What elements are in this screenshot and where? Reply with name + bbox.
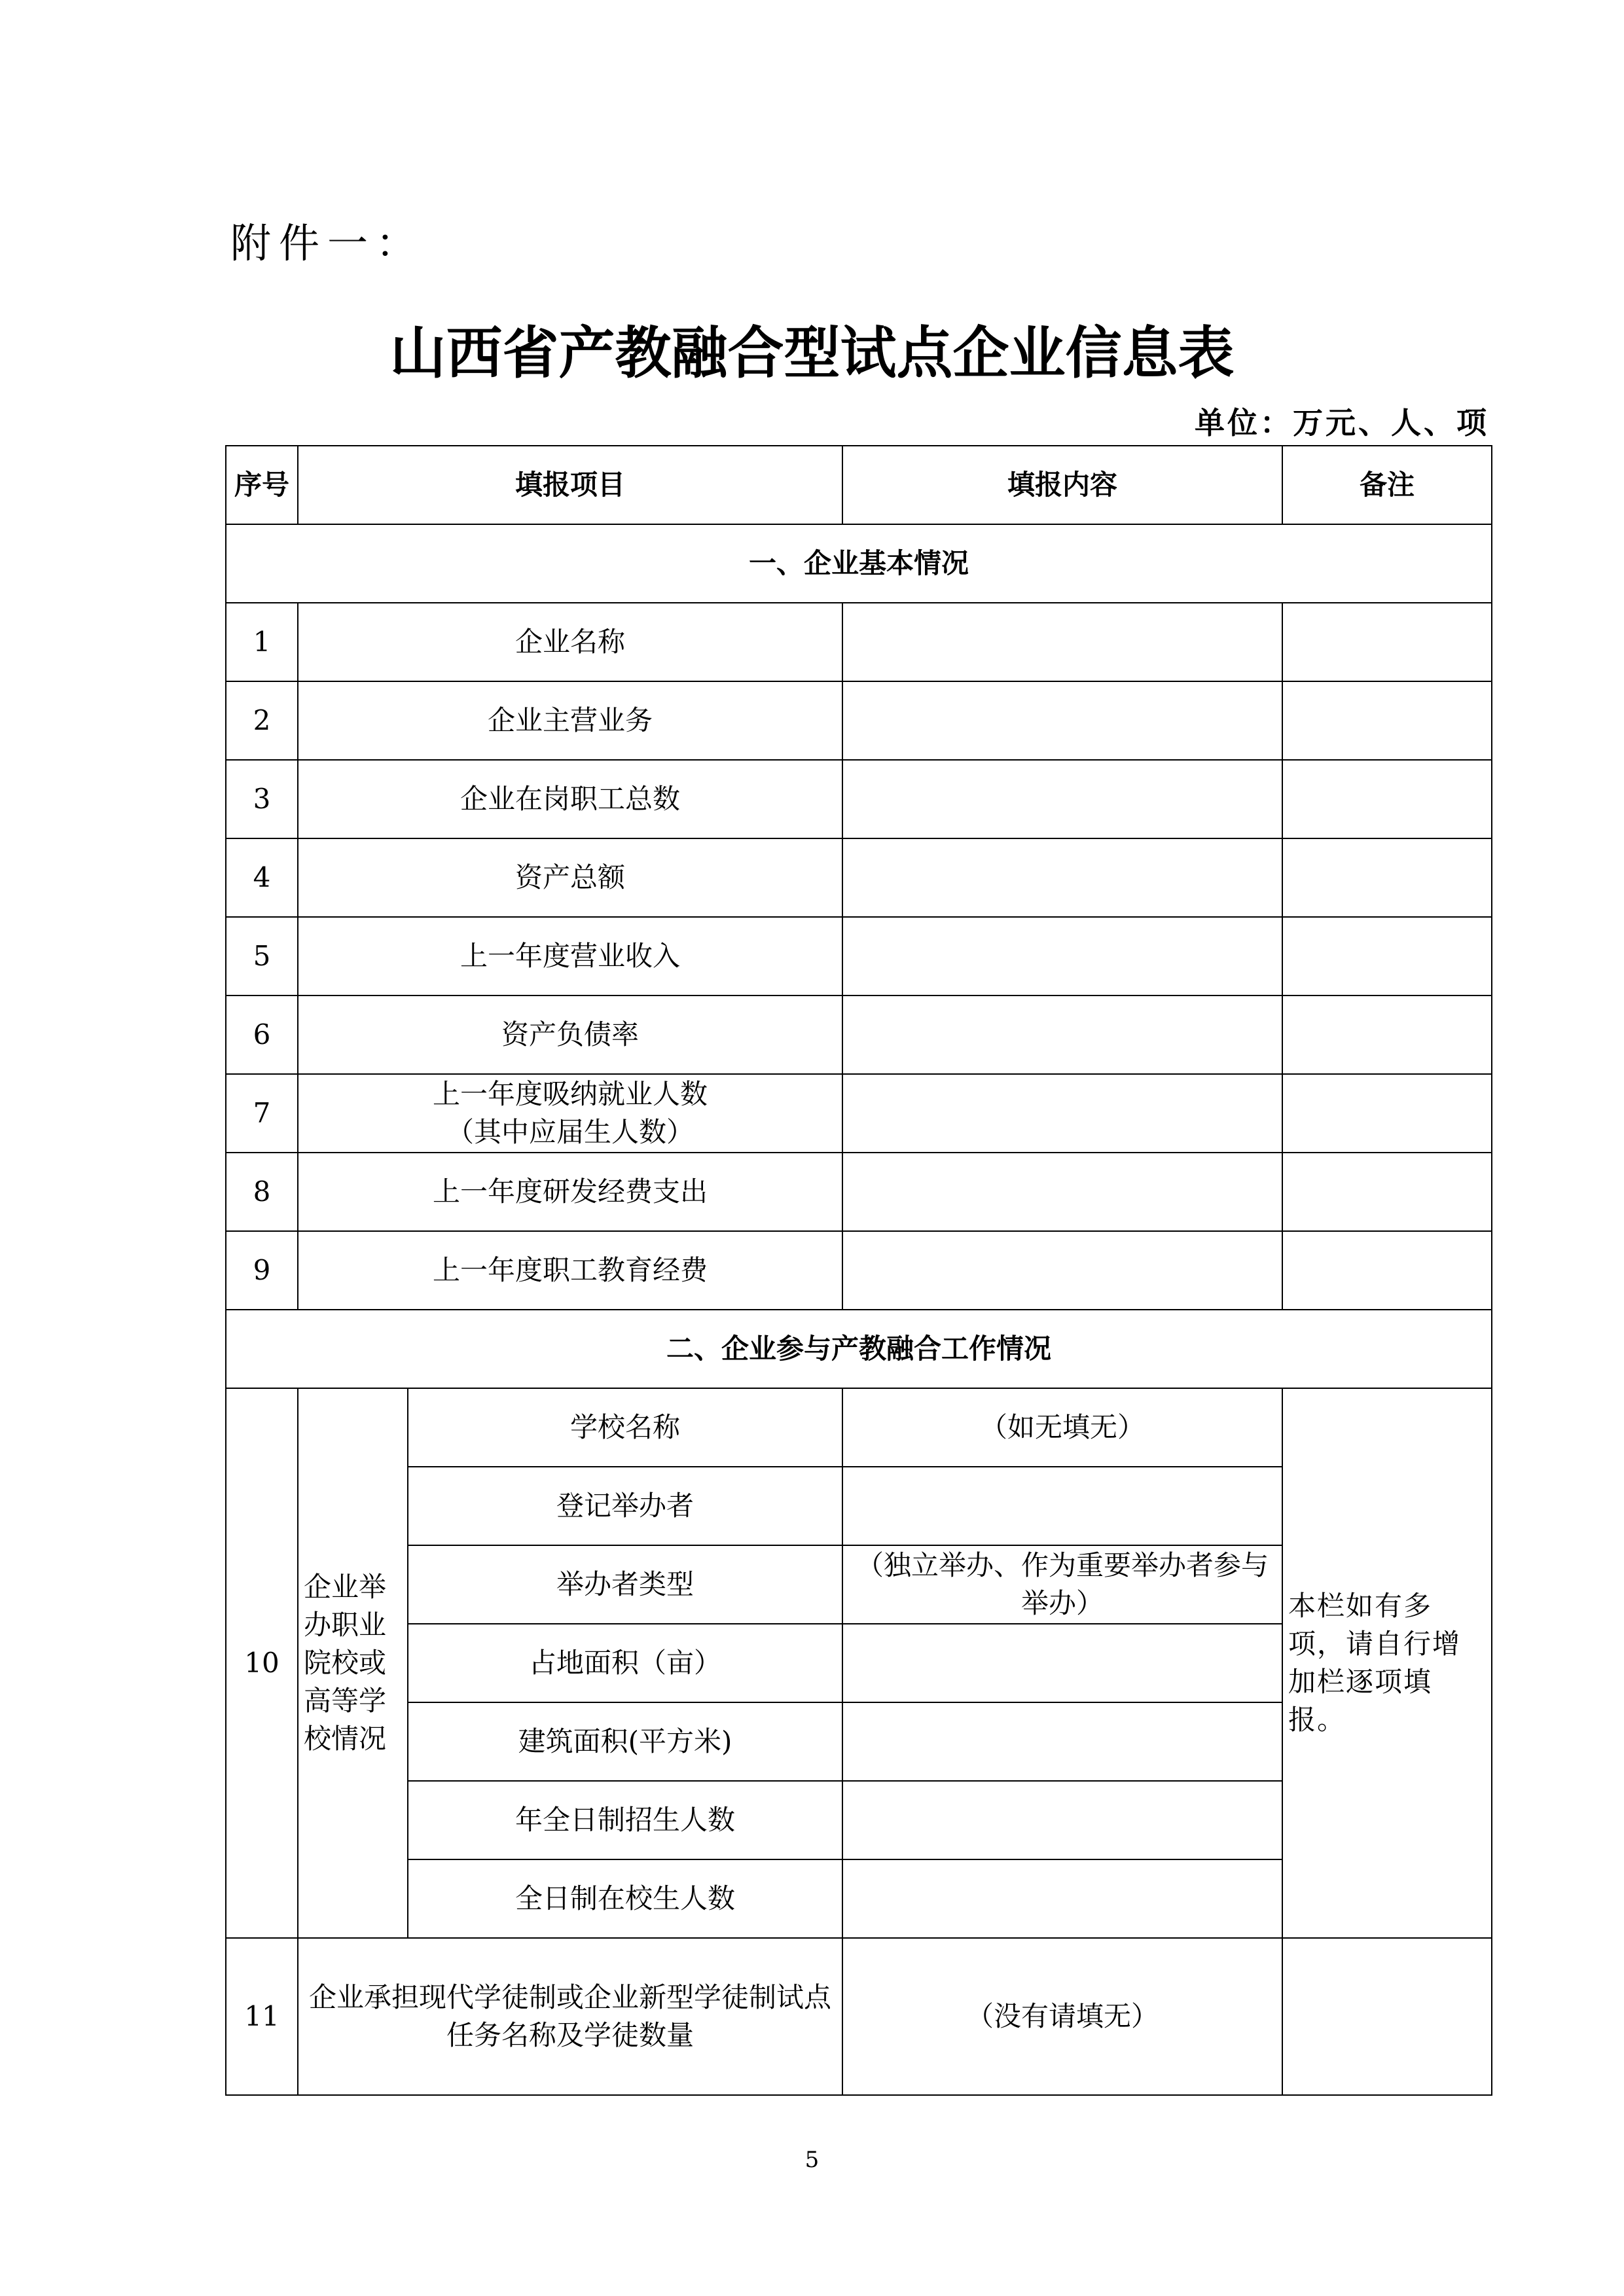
- row-remark-cell[interactable]: [1282, 1153, 1492, 1231]
- row-number: 9: [226, 1231, 298, 1310]
- row-content-cell[interactable]: （没有请填无）: [842, 1938, 1282, 2095]
- row-content-cell[interactable]: [842, 681, 1282, 760]
- row-number: 2: [226, 681, 298, 760]
- row-item: 学校名称: [408, 1388, 842, 1467]
- row-content-cell[interactable]: [842, 1859, 1282, 1938]
- row-remark-cell[interactable]: [1282, 603, 1492, 681]
- row-remark-cell[interactable]: [1282, 917, 1492, 996]
- row-item: 上一年度职工教育经费: [298, 1231, 842, 1310]
- table-row: [226, 681, 1492, 760]
- row-item: 资产负债率: [298, 996, 842, 1074]
- table-row: [226, 603, 1492, 681]
- table-row: [226, 996, 1492, 1074]
- header-remark: 备注: [1282, 446, 1492, 524]
- header-item: 填报项目: [298, 446, 842, 524]
- row-number: 5: [226, 917, 298, 996]
- table-row: [226, 1938, 1492, 2095]
- row-item: 企业名称: [298, 603, 842, 681]
- row-item: 举办者类型: [408, 1545, 842, 1624]
- row-item: 企业主营业务: [298, 681, 842, 760]
- row-content-cell[interactable]: [842, 1702, 1282, 1781]
- header-content: 填报内容: [842, 446, 1282, 524]
- unit-note: 单位：万元、人、项: [1195, 405, 1489, 440]
- table-row: [226, 760, 1492, 838]
- row-item: 资产总额: [298, 838, 842, 917]
- table-row: [226, 1231, 1492, 1310]
- row-content-cell[interactable]: [842, 1467, 1282, 1545]
- info-table: [225, 445, 1492, 2096]
- row-content-cell[interactable]: （如无填无）: [842, 1388, 1282, 1467]
- table-row: [226, 838, 1492, 917]
- row-content-cell[interactable]: [842, 1781, 1282, 1859]
- page-number: 5: [804, 2147, 820, 2173]
- row-remark-cell[interactable]: [1282, 838, 1492, 917]
- row-number: 11: [226, 1938, 298, 2095]
- row-remark-cell[interactable]: [1282, 681, 1492, 760]
- row-item: 上一年度研发经费支出: [298, 1153, 842, 1231]
- page-title: 山西省产教融合型试点企业信息表: [389, 320, 1235, 386]
- row-item: 建筑面积(平方米): [408, 1702, 842, 1781]
- attachment-label: 附件一：: [230, 219, 425, 267]
- row-item: 企业承担现代学徒制或企业新型学徒制试点任务名称及学徒数量: [298, 1938, 842, 2095]
- row-item: 占地面积（亩）: [408, 1624, 842, 1702]
- row-item: 年全日制招生人数: [408, 1781, 842, 1859]
- table-row: [226, 1388, 1492, 1467]
- header-no: 序号: [226, 446, 298, 524]
- row-item: 登记举办者: [408, 1467, 842, 1545]
- table-row: [226, 917, 1492, 996]
- row-content-cell[interactable]: [842, 1624, 1282, 1702]
- row-remark-cell[interactable]: [1282, 760, 1492, 838]
- row-content-cell[interactable]: [842, 1074, 1282, 1153]
- row-item-line1: 上一年度吸纳就业人数: [433, 1078, 708, 1110]
- row-remark-cell[interactable]: [1282, 996, 1492, 1074]
- row-group-label: 企业举办职业院校或高等学校情况: [298, 1388, 408, 1938]
- row-content-cell[interactable]: [842, 760, 1282, 838]
- row-content-cell[interactable]: [842, 838, 1282, 917]
- section-row: [226, 1310, 1492, 1388]
- row-number: 10: [226, 1388, 298, 1938]
- row-item: 全日制在校生人数: [408, 1859, 842, 1938]
- row-content-cell[interactable]: [842, 1153, 1282, 1231]
- row-item: [298, 1074, 842, 1153]
- row-content-cell[interactable]: [842, 603, 1282, 681]
- row-item-line2: （其中应届生人数）: [446, 1116, 695, 1148]
- section-title: 二、企业参与产教融合工作情况: [226, 1310, 1492, 1388]
- section-title: 一、企业基本情况: [226, 524, 1492, 603]
- section-row: [226, 524, 1492, 603]
- row-number: 8: [226, 1153, 298, 1231]
- row-number: 7: [226, 1074, 298, 1153]
- row-item: 上一年度营业收入: [298, 917, 842, 996]
- row-number: 6: [226, 996, 298, 1074]
- row-content-cell[interactable]: [842, 1231, 1282, 1310]
- table-header-row: [226, 446, 1492, 524]
- row-remark-cell[interactable]: [1282, 1231, 1492, 1310]
- row-number: 3: [226, 760, 298, 838]
- row-remark-cell[interactable]: [1282, 1938, 1492, 2095]
- row-number: 4: [226, 838, 298, 917]
- row-content-cell[interactable]: [842, 996, 1282, 1074]
- row-content-cell[interactable]: [842, 917, 1282, 996]
- row-item: 企业在岗职工总数: [298, 760, 842, 838]
- row-number: 1: [226, 603, 298, 681]
- row-content-cell[interactable]: （独立举办、作为重要举办者参与举办）: [842, 1545, 1282, 1624]
- row-remark-cell: 本栏如有多项，请自行增加栏逐项填报。: [1282, 1388, 1492, 1938]
- table-row: [226, 1074, 1492, 1153]
- row-remark-cell[interactable]: [1282, 1074, 1492, 1153]
- table-row: [226, 1153, 1492, 1231]
